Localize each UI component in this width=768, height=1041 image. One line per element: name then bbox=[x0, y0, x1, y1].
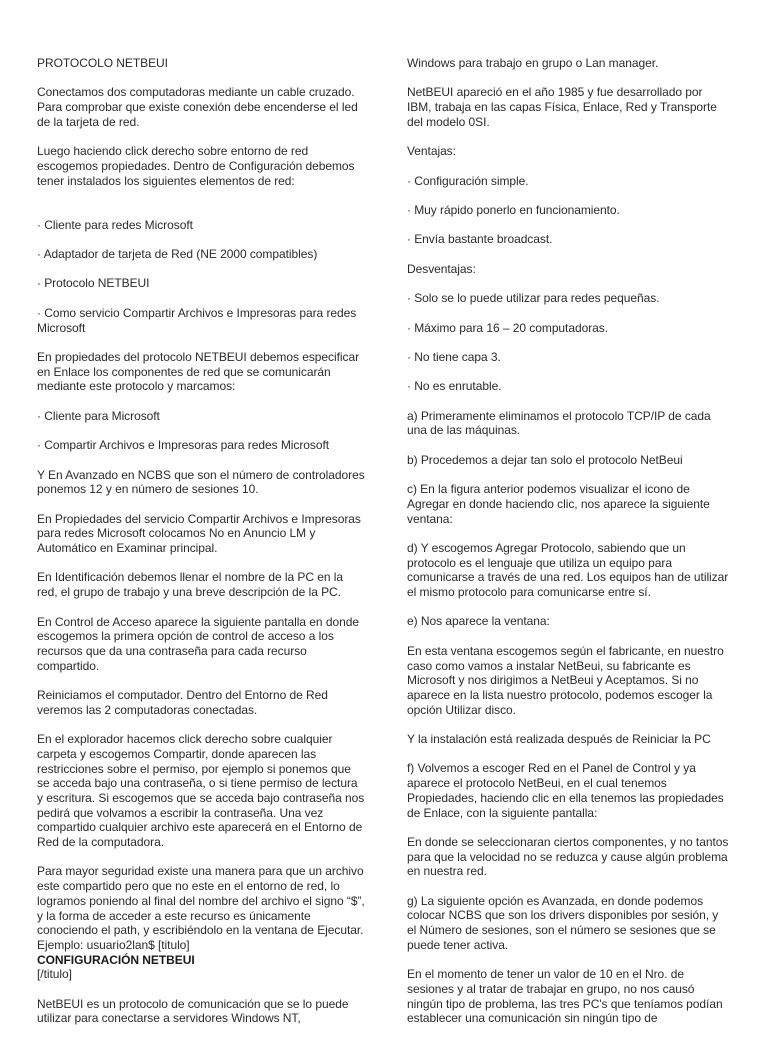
paragraph: En el momento de tener un valor de 10 en el Nro. de sesiones y al tratar de trabajar en grupo, no nos causó ningún tipo de problema, las tres PC's que teníamos podían establecer una comunicación sin ningún tipo de bbox=[407, 967, 723, 1026]
paragraph: En Control de Acceso aparece la siguiente pantalla en donde escogemos la primera opción de control de acceso a los recursos que da una contraseña para cada recurso compartido. bbox=[37, 614, 359, 673]
paragraph: Y la instalación está realizada después de Reiniciar la PC bbox=[407, 732, 711, 747]
section-heading: CONFIGURACIÓN NETBEUI bbox=[37, 952, 195, 967]
paragraph: En el explorador hacemos click derecho sobre cualquier carpeta y escogemos Compartir, donde aparecen las restricciones sobre el permiso, por ejemplo si ponemos que se acceda bajo una contraseña, o si tiene permiso de lectura y escritura. Si escogemos que se acceda bajo contraseña nos pedirá que volvamos a escribir la contraseña. Una vez compartido cualquier archivo este aparecerá en el Entorno de Red de la computadora. bbox=[37, 732, 365, 850]
list-item: · Muy rápido ponerlo en funcionamiento. bbox=[407, 202, 620, 217]
paragraph: Luego haciendo click derecho sobre entorno de red escogemos propiedades. Dentro de Configuración debemos tener instalados los siguientes elementos de red: bbox=[37, 144, 355, 188]
step-paragraph: b) Procedemos a dejar tan solo el protocolo NetBeui bbox=[407, 452, 683, 467]
paragraph: En propiedades del protocolo NETBEUI debemos especificar en Enlace los componentes de red que se comunicarán mediante este protocolo y marcamos: bbox=[37, 349, 360, 394]
section-label-disadvantages: Desventajas: bbox=[407, 261, 476, 276]
paragraph: Conectamos dos computadoras mediante un cable cruzado. Para comprobar que existe conexión debe encenderse el led de la tarjeta de red. bbox=[37, 85, 358, 129]
list-item: · Máximo para 16 – 20 computadoras. bbox=[407, 320, 609, 335]
list-item: · No tiene capa 3. bbox=[407, 349, 501, 364]
paragraph: En Identificación debemos llenar el nombre de la PC en la red, el grupo de trabajo y una breve descripción de la PC. bbox=[37, 570, 343, 600]
paragraph: En donde se seleccionaran ciertos componentes, y no tantos para que la velocidad no se reduzca y cause algún problema en nuestra red. bbox=[407, 834, 729, 879]
paragraph: NetBEUI apareció en el año 1985 y fue desarrollado por IBM, trabaja en las capas Física, Enlace, Red y Transporte del modelo 0SI. bbox=[407, 85, 717, 129]
step-paragraph: f) Volvemos a escoger Red en el Panel de Control y ya aparece el protocolo NetBeui, en el cual tenemos Propiedades, haciendo clic en ella tenemos las propiedades de Enlace, con la siguiente pantalla: bbox=[407, 761, 724, 820]
section-label-advantages: Ventajas: bbox=[407, 144, 456, 159]
list-item: · Cliente para redes Microsoft bbox=[37, 217, 193, 232]
left-column bbox=[37, 56, 365, 1041]
paragraph: Windows para trabajo en grupo o Lan manager. bbox=[407, 56, 659, 70]
step-paragraph: d) Y escogemos Agregar Protocolo, sabiendo que un protocolo es el lenguaje que utiliza un equipo para comunicarse a través de una red. Los equipos han de utilizar el mismo protocolo para comunicarse entre sí. bbox=[407, 540, 729, 600]
step-paragraph: e) Nos aparece la ventana: bbox=[407, 614, 550, 629]
paragraph: En esta ventana escogemos según el fabricante, en nuestro caso como vamos a instalar NetBeui, su fabricante es Microsoft y nos dirigimos a NetBeui y Aceptamos. Si no aparece en la lista nuestro protocolo, podemos escoger la opción Utilizar disco. bbox=[407, 643, 724, 717]
paragraph: En Propiedades del servicio Compartir Archivos e Impresoras para redes Microsoft colocamos No en Anuncio LM y Automático en Examinar principal. bbox=[37, 511, 361, 556]
list-item: · Compartir Archivos e Impresoras para redes Microsoft bbox=[37, 438, 330, 453]
list-item: · Protocolo NETBEUI bbox=[37, 276, 150, 291]
list-item: · Envía bastante broadcast. bbox=[407, 232, 553, 247]
document-title: PROTOCOLO NETBEUI bbox=[37, 56, 168, 70]
list-item: · Configuración simple. bbox=[407, 173, 529, 188]
paragraph: Reiniciamos el computador. Dentro del Entorno de Red veremos las 2 computadoras conectadas. bbox=[37, 688, 328, 717]
step-paragraph: a) Primeramente eliminamos el protocolo TCP/IP de cada una de las máquinas. bbox=[407, 408, 711, 438]
closing-tag-text: [/titulo] bbox=[37, 967, 72, 982]
paragraph: Para mayor seguridad existe una manera para que un archivo este compartido pero que no este en el entorno de red, lo logramos poniendo al final del nombre del archivo el signo “$”, y la forma de acceder a este recurso es únicamente conociendo el path, y escribiéndolo en la ventana de Ejecutar. Ejemplo: usuario2lan$ [titulo] bbox=[37, 864, 365, 952]
step-paragraph: c) En la figura anterior podemos visualizar el icono de Agregar en donde haciendo clic, nos aparece la siguiente ventana: bbox=[407, 482, 710, 526]
list-item: · Cliente para Microsoft bbox=[37, 408, 160, 423]
list-item: · Como servicio Compartir Archivos e Impresoras para redes Microsoft bbox=[37, 305, 357, 335]
right-column bbox=[407, 56, 729, 1041]
paragraph: Y En Avanzado en NCBS que son el número de controladores ponemos 12 y en número de sesiones 10. bbox=[37, 467, 365, 497]
list-item: · Adaptador de tarjeta de Red (NE 2000 compatibles) bbox=[37, 247, 318, 262]
list-item: · Solo se lo puede utilizar para redes pequeñas. bbox=[407, 291, 660, 306]
step-paragraph: g) La siguiente opción es Avanzada, en donde podemos colocar NCBS que son los drivers disponibles por sesión, y el Número de sesiones, son el número se sesiones que se puede tener activa. bbox=[407, 893, 719, 952]
paragraph: NetBEUI es un protocolo de comunicación que se lo puede utilizar para conectarse a servidores Windows NT, bbox=[37, 996, 349, 1026]
list-item: · No es enrutable. bbox=[407, 379, 502, 394]
